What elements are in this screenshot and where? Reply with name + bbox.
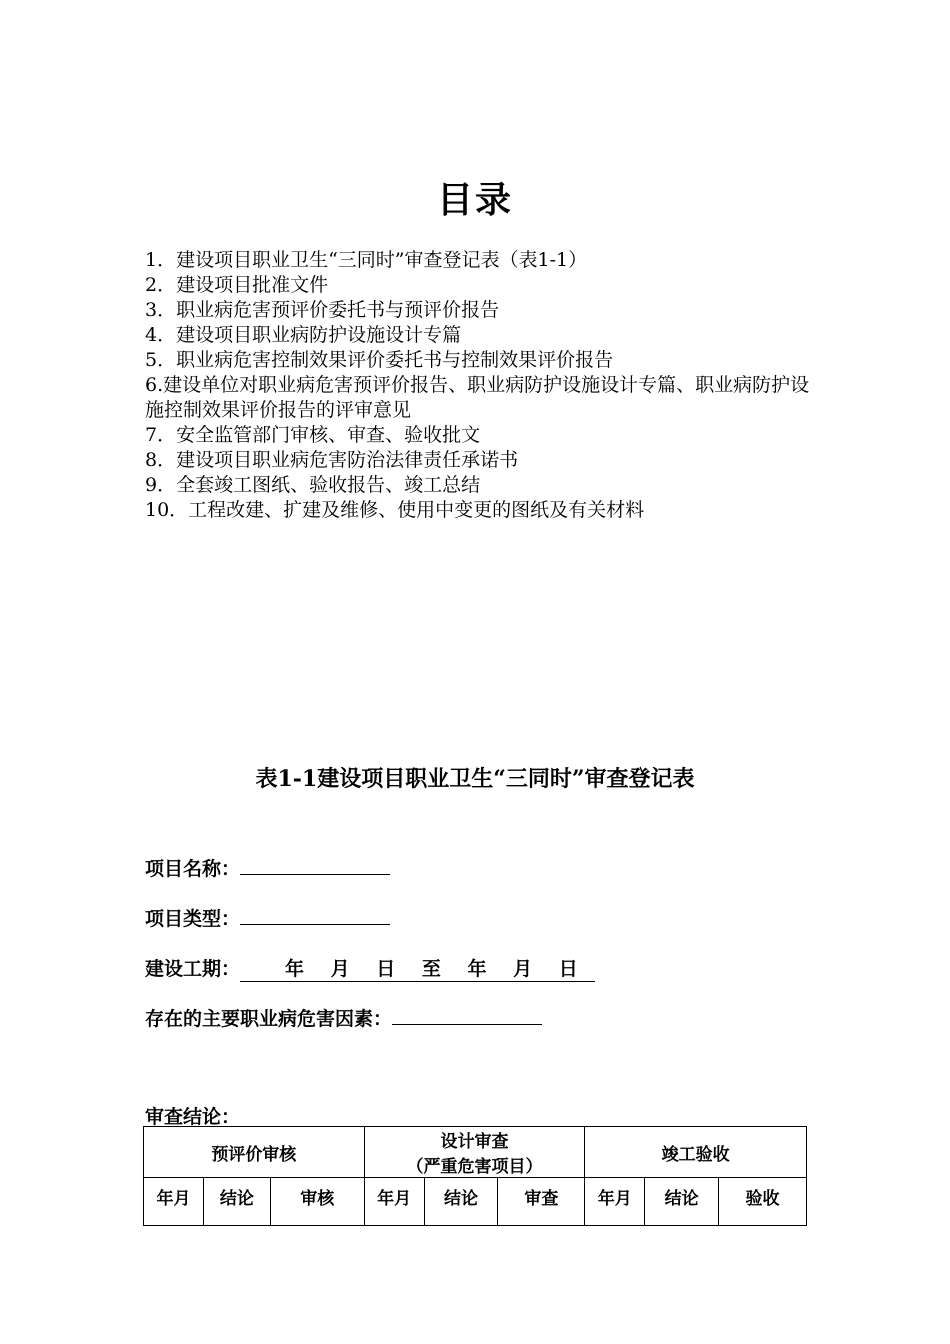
construction-period-value[interactable]: 年 月 日 至 年 月 日 (240, 954, 595, 982)
subheader-cell: 年月 (585, 1178, 645, 1226)
subheader-cell: 审查 (498, 1178, 585, 1226)
project-name-label: 项目名称： (145, 858, 241, 880)
group-title: 竣工验收 (661, 1144, 730, 1165)
form-title: 表1-1建设项目职业卫生“三同时”审查登记表 (255, 766, 695, 792)
table-header-row (144, 1127, 807, 1178)
project-type-row (145, 904, 390, 931)
subheader-cell: 验收 (719, 1178, 807, 1226)
toc-item: 5．职业病危害控制效果评价委托书与控制效果评价报告 (145, 349, 614, 371)
construction-period-row (145, 954, 595, 982)
review-table (143, 1126, 807, 1226)
group-title: 设计审查 (440, 1132, 509, 1152)
group-pre-evaluation (144, 1127, 365, 1178)
project-name-blank[interactable] (240, 856, 390, 875)
toc-list (145, 248, 815, 523)
project-type-blank[interactable] (240, 906, 390, 925)
toc-item: 4．建设项目职业病防护设施设计专篇 (145, 324, 462, 346)
toc-item: 8．建设项目职业病危害防治法律责任承诺书 (145, 449, 519, 471)
hazards-blank[interactable] (392, 1006, 542, 1025)
subheader-cell: 年月 (364, 1178, 424, 1226)
hazards-label: 存在的主要职业病危害因素： (145, 1008, 393, 1030)
table-subheader-row (144, 1178, 807, 1226)
project-name-row (145, 854, 390, 881)
conclusion-label: 审查结论： (145, 1106, 241, 1128)
toc-item: 3．职业病危害预评价委托书与预评价报告 (145, 299, 500, 321)
construction-period-label: 建设工期： (145, 958, 241, 980)
toc-item: 10．工程改建、扩建及维修、使用中变更的图纸及有关材料 (145, 499, 645, 521)
hazards-row (145, 1004, 542, 1031)
toc-item: 2．建设项目批准文件 (145, 274, 329, 296)
group-design-review (364, 1127, 585, 1178)
group-completion-acceptance (585, 1127, 807, 1178)
project-type-label: 项目类型： (145, 908, 241, 930)
group-title: 预评价审核 (211, 1144, 297, 1165)
subheader-cell: 结论 (203, 1178, 270, 1226)
toc-title: 目录 (436, 179, 513, 221)
group-subtitle: （严重危害项目） (406, 1157, 543, 1177)
subheader-cell: 结论 (424, 1178, 498, 1226)
toc-item: 1．建设项目职业卫生“三同时”审查登记表（表1-1） (145, 249, 588, 271)
subheader-cell: 年月 (144, 1178, 204, 1226)
toc-item: 7．安全监管部门审核、审查、验收批文 (145, 424, 481, 446)
toc-item: 9．全套竣工图纸、验收报告、竣工总结 (145, 474, 481, 496)
subheader-cell: 结论 (645, 1178, 719, 1226)
toc-item: 6.建设单位对职业病危害预评价报告、职业病防护设施设计专篇、职业病防护设施控制效果评价报告的评审意见 (145, 374, 810, 421)
subheader-cell: 审核 (270, 1178, 364, 1226)
